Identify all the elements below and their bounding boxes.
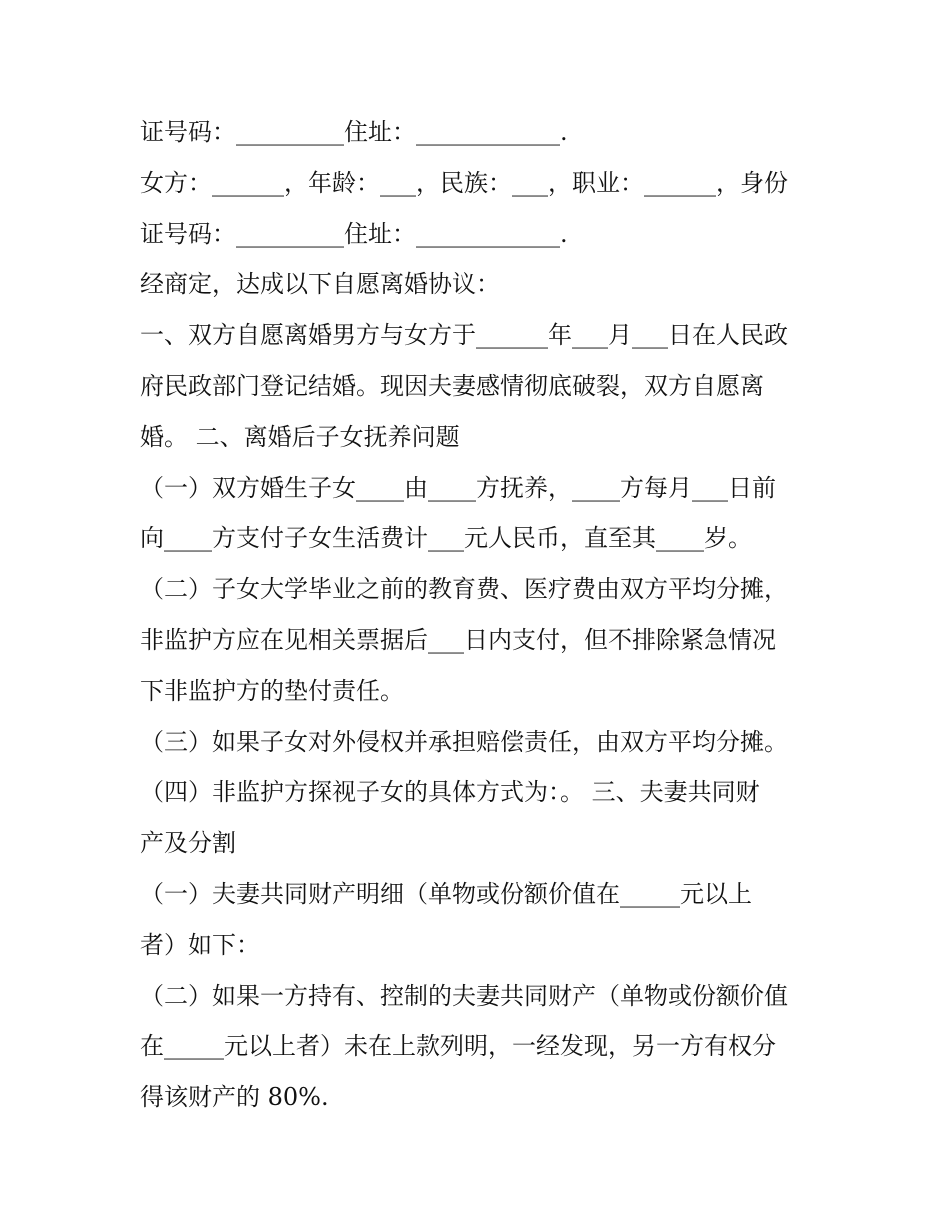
text-line: 者）如下： xyxy=(140,930,260,959)
text-line: 女方：______，年龄：___，民族：___，职业：______，身份 xyxy=(140,168,788,197)
text-line: 婚。 二、离婚后子女抚养问题 xyxy=(140,422,460,451)
document-body xyxy=(140,107,830,1123)
text-line: （二）如果一方持有、控制的夫妻共同财产（单物或份额价值 xyxy=(140,981,788,1010)
text-line: 非监护方应在见相关票据后___日内支付，但不排除紧急情况 xyxy=(140,625,776,654)
text-line: 证号码：_________住址：____________. xyxy=(140,118,568,146)
text-line: 在_____元以上者）未在上款列明，一经发现，另一方有权分 xyxy=(140,1032,776,1061)
text-line: 得该财产的 80%. xyxy=(140,1083,329,1112)
text-line: 产及分割 xyxy=(140,829,236,858)
text-line: 府民政部门登记结婚。现因夫妻感情彻底破裂，双方自愿离 xyxy=(140,371,764,400)
text-line: （四）非监护方探视子女的具体方式为：。 三、夫妻共同财 xyxy=(140,778,760,807)
text-line: （二）子女大学毕业之前的教育费、医疗费由双方平均分摊， xyxy=(140,575,788,604)
text-line: 向____方支付子女生活费计___元人民币，直至其____岁。 xyxy=(140,524,752,553)
text-line: 一、双方自愿离婚男方与女方于______年___月___日在人民政 xyxy=(140,321,788,350)
text-line: 下非监护方的垫付责任。 xyxy=(140,676,404,705)
text-line: （一）夫妻共同财产明细（单物或份额价值在_____元以上 xyxy=(140,879,752,908)
text-line: 经商定，达成以下自愿离婚协议： xyxy=(140,270,500,299)
text-line: （三）如果子女对外侵权并承担赔偿责任，由双方平均分摊。 xyxy=(140,727,788,756)
text-line: （一）双方婚生子女____由____方抚养，____方每月___日前 xyxy=(140,473,776,502)
text-line: 证号码：_________住址：____________. xyxy=(140,219,568,248)
